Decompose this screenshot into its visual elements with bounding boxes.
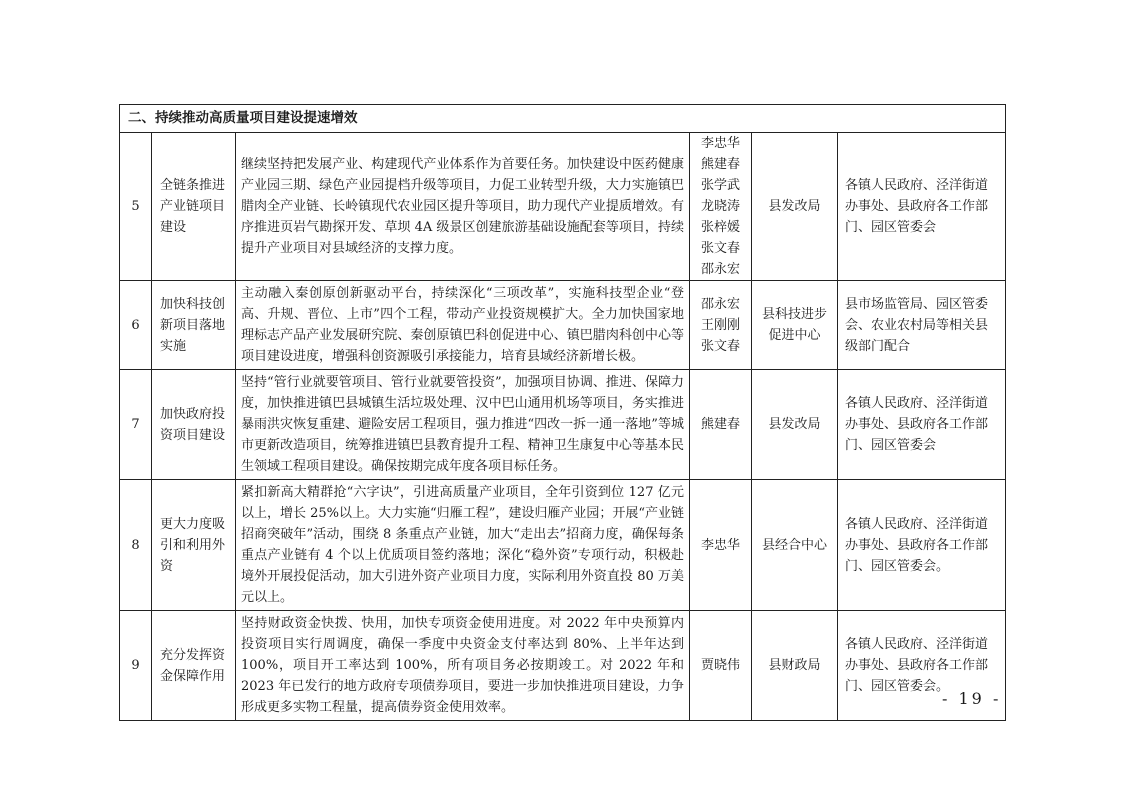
- section-heading: 二、持续推动高质量项目建设提速增效: [120, 105, 1006, 133]
- task-title: 全链条推进产业链项目建设: [152, 133, 236, 281]
- task-description: 坚持财政资金快拨、快用，加快专项资金使用进度。对 2022 年中央预算内投资项目实行周调度，确保一季度中央资金支付率达到 80%、上半年达到100%，项目开工率达到 100%，所有项目务必按期竣工。对 2022 年和 2023 年已发行的地方政府专项债券项目，要进一步加快推进项目建设，力争形成更多实物工程量，提高债券资金使用效率。: [236, 611, 690, 721]
- leader-name: 龙晓涛: [700, 199, 740, 214]
- leader-name: 张文春: [700, 338, 740, 354]
- leader-name: 张文春: [700, 241, 740, 256]
- responsible-leaders: [690, 480, 752, 611]
- lead-department: 县科技进步促进中心: [752, 281, 838, 370]
- lead-department: 县经合中心: [752, 480, 838, 611]
- responsible-leaders: [690, 611, 752, 721]
- cooperating-departments: 县市场监管局、园区管委会、农业农村局等相关县级部门配合: [838, 281, 1006, 370]
- task-table: [119, 104, 1006, 721]
- task-title: 加快科技创新项目落地实施: [152, 281, 236, 370]
- leader-name: 熊建春: [700, 157, 740, 172]
- table-row: [120, 611, 1006, 721]
- leader-name: 熊建春: [700, 417, 740, 432]
- cooperating-departments: 各镇人民政府、泾洋街道办事处、县政府各工作部门、园区管委会: [838, 370, 1006, 480]
- leader-name: 邵永宏: [700, 262, 740, 277]
- task-description: 继续坚持把发展产业、构建现代产业体系作为首要任务。加快建设中医药健康产业园三期、绿色产业园提档升级等项目，力促工业转型升级，大力实施镇巴腊肉全产业链、长岭镇现代农业园区提升等项目，助力现代产业提质增效。有序推进页岩气勘探开发、草坝 4A 级景区创建旅游基础设施配套等项目，持续提升产业项目对县域经济的支撑力度。: [236, 133, 690, 281]
- cooperating-departments: 各镇人民政府、泾洋街道办事处、县政府各工作部门、园区管委会。: [838, 480, 1006, 611]
- table-row: [120, 370, 1006, 480]
- page-number: - 19 -: [942, 689, 1002, 708]
- task-title: 更大力度吸引和利用外资: [152, 480, 236, 611]
- responsible-leaders: [690, 370, 752, 480]
- row-number: 8: [120, 480, 152, 611]
- table-row: [120, 281, 1006, 370]
- lead-department: 县财政局: [752, 611, 838, 721]
- cooperating-departments: 各镇人民政府、泾洋街道办事处、县政府各工作部门、园区管委会: [838, 133, 1006, 281]
- row-number: 5: [120, 133, 152, 281]
- leader-name: 王刚刚: [700, 317, 740, 333]
- leader-name: 张梓媛: [700, 220, 740, 235]
- row-number: 6: [120, 281, 152, 370]
- task-description: 坚持“管行业就要管项目、管行业就要管投资”，加强项目协调、推进、保障力度，加快推进镇巴县城镇生活垃圾处理、汉中巴山通用机场等项目，务实推进暴雨洪灾恢复重建、避险安居工程项目，强力推进“四改一拆一通一落地”等城市更新改造项目，统筹推进镇巴县教育提升工程、精神卫生康复中心等基本民生领域工程项目建设。确保按期完成年度各项目标任务。: [236, 370, 690, 480]
- task-description: 主动融入秦创原创新驱动平台，持续深化“三项改革”，实施科技型企业“登高、升规、晋位、上市”四个工程，带动产业投资规模扩大。全力加快国家地理标志产品产业发展研究院、秦创原镇巴科创促进中心、镇巴腊肉科创中心等项目建设进度，增强科创资源吸引承接能力，培育县域经济新增长极。: [236, 281, 690, 370]
- leader-name: 邵永宏: [700, 296, 740, 312]
- task-table-body: [120, 105, 1006, 721]
- leader-name: 李忠华: [700, 136, 740, 151]
- lead-department: 县发改局: [752, 370, 838, 480]
- responsible-leaders: [690, 281, 752, 370]
- table-row: [120, 480, 1006, 611]
- leader-name: 李忠华: [700, 537, 740, 553]
- leader-name: 贾晓伟: [700, 658, 740, 673]
- task-title: 加快政府投资项目建设: [152, 370, 236, 480]
- cooperating-departments: 各镇人民政府、泾洋街道办事处、县政府各工作部门、园区管委会。: [838, 611, 1006, 721]
- table-row: [120, 133, 1006, 281]
- responsible-leaders: [690, 133, 752, 281]
- leader-name: 张学武: [700, 178, 740, 193]
- task-title: 充分发挥资金保障作用: [152, 611, 236, 721]
- lead-department: 县发改局: [752, 133, 838, 281]
- task-description: 紧扣新高大精群抢“六字诀”，引进高质量产业项目，全年引资到位 127 亿元以上，增长 25%以上。大力实施“归雁工程”，建设归雁产业园；开展“产业链招商突破年”活动，围绕 8 条重点产业链，加大“走出去”招商力度，确保每条重点产业链有 4 个以上优质项目签约落地；深化“稳外资”专项行动，积极赴境外开展投促活动，加大引进外资产业项目力度，实际利用外资直投 80 万美元以上。: [236, 480, 690, 611]
- row-number: 7: [120, 370, 152, 480]
- row-number: 9: [120, 611, 152, 721]
- section-header-row: [120, 105, 1006, 133]
